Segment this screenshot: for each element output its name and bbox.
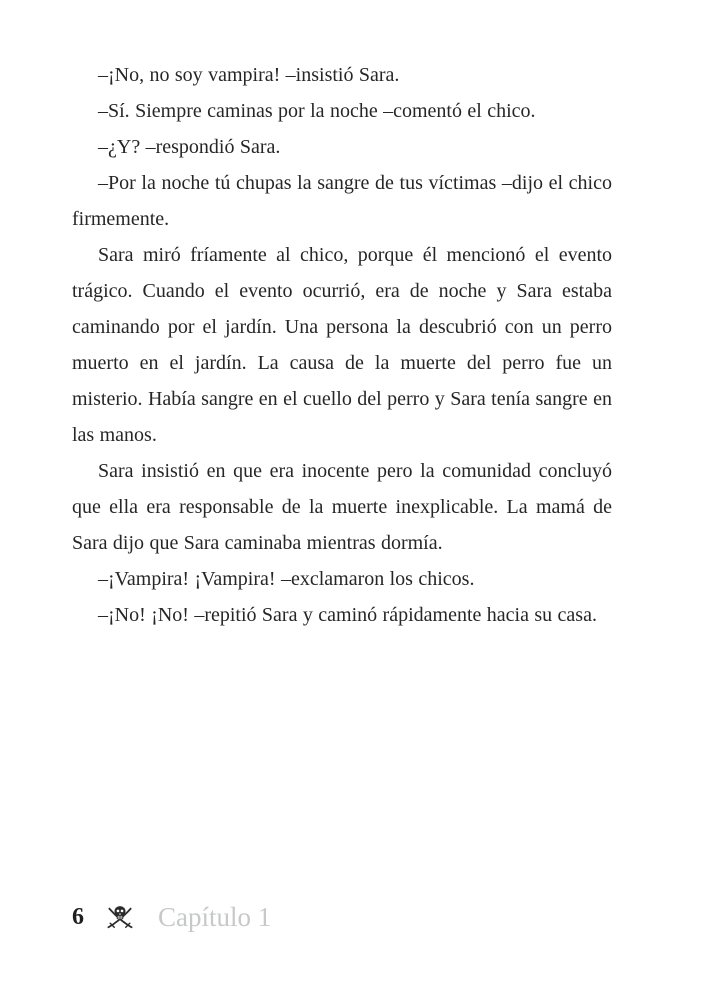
page-footer bbox=[72, 898, 271, 936]
paragraph: –¡No, no soy vampira! –insistió Sara. bbox=[98, 64, 400, 86]
paragraph: –¡Vampira! ¡Vampira! –exclamaron los chicos. bbox=[98, 568, 475, 590]
paragraph: –Sí. Siempre caminas por la noche –comentó el chico. bbox=[98, 100, 536, 122]
page-text bbox=[72, 57, 612, 633]
chapter-label: Capítulo 1 bbox=[158, 902, 272, 932]
paragraph: Sara miró fríamente al chico, porque él mencionó el evento trágico. Cuando el evento ocurrió, era de noche y Sara estaba caminando por el jardín. Una persona la descubrió con un perro muerto en el jardín. La causa de la muerte del perro fue un misterio. Había sangre en el cuello del perro y Sara tenía sangre en las manos. bbox=[72, 244, 612, 446]
skull-crossed-swords-icon bbox=[104, 904, 136, 931]
paragraph: Sara insistió en que era inocente pero la comunidad concluyó que ella era responsable de la muerte inexplicable. La mamá de Sara dijo que Sara caminaba mientras dormía. bbox=[72, 460, 612, 554]
page-number: 6 bbox=[72, 904, 84, 930]
paragraph: –Por la noche tú chupas la sangre de tus víctimas –dijo el chico firmemente. bbox=[72, 172, 612, 230]
paragraph: –¿Y? –respondió Sara. bbox=[98, 136, 281, 158]
paragraph: –¡No! ¡No! –repitió Sara y caminó rápidamente hacia su casa. bbox=[98, 604, 597, 626]
